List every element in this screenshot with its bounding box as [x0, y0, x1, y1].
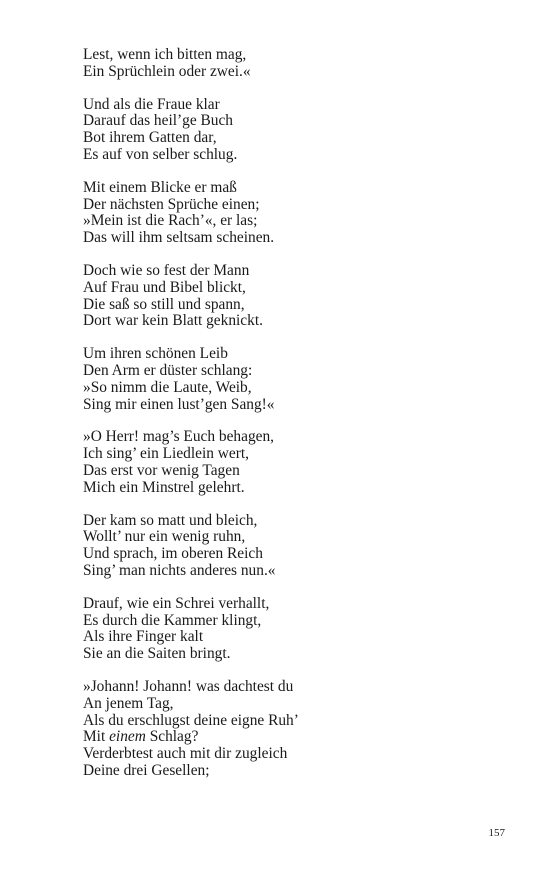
poem-line: Lest, wenn ich bitten mag,	[83, 46, 247, 63]
poem-line: Sing mir einen lust’gen Sang!«	[83, 395, 275, 413]
poem-text	[83, 47, 503, 796]
poem-line: »Mein ist die Rach’«, er las;	[83, 212, 258, 230]
poem-line: »So nimm die Laute, Weib,	[83, 378, 252, 396]
poem-line: Dort war kein Blatt geknickt.	[83, 312, 263, 330]
poem-line: Sing’ man nichts anderes nun.«	[83, 561, 276, 579]
poem-line: Deine drei Gesellen;	[83, 761, 210, 779]
poem-line: Den Arm er düster schlang:	[83, 361, 253, 379]
poem-line: Es auf von selber schlug.	[83, 145, 238, 163]
stanza-4	[83, 263, 503, 330]
poem-line: Das will ihm seltsam scheinen.	[83, 229, 275, 247]
poem-line: Bot ihrem Gatten dar,	[83, 129, 217, 147]
poem-line: »O Herr! mag’s Euch behagen,	[83, 428, 275, 446]
poem-line-segment: Mit	[83, 728, 110, 746]
poem-line: Mich ein Minstrel gelehrt.	[83, 478, 245, 496]
poem-line: Sie an die Saiten bringt.	[83, 645, 231, 663]
stanza-8	[83, 596, 503, 663]
emphasized-word: einem	[109, 728, 146, 746]
poem-line: An jenem Tag,	[83, 694, 174, 712]
stanza-9	[83, 679, 503, 780]
stanza-1	[83, 47, 503, 81]
stanza-3	[83, 180, 503, 247]
poem-line: Doch wie so fest der Mann	[83, 261, 250, 279]
poem-line: Ich sing’ ein Liedlein wert,	[83, 445, 249, 463]
stanza-2	[83, 97, 503, 164]
poem-line: Das erst vor wenig Tagen	[83, 461, 240, 479]
poem-line: Der nächsten Sprüche einen;	[83, 195, 260, 213]
page-number: 157	[488, 827, 505, 839]
poem-line: Drauf, wie ein Schrei verhallt,	[83, 594, 270, 612]
poem-line: Auf Frau und Bibel blickt,	[83, 278, 246, 296]
poem-line: Als ihre Finger kalt	[83, 628, 204, 646]
poem-line: Und als die Fraue klar	[83, 95, 220, 113]
poem-line: Um ihren schönen Leib	[83, 345, 228, 363]
poem-line: Mit einem Blicke er maß	[83, 178, 237, 196]
poem-line: Ein Sprüchlein oder zwei.«	[83, 62, 251, 80]
poem-line: Es durch die Kammer klingt,	[83, 611, 262, 629]
poem-line: Darauf das heil’ge Buch	[83, 112, 233, 130]
stanza-6	[83, 429, 503, 496]
poem-line: Als du erschlugst deine eigne Ruh’	[83, 711, 299, 729]
stanza-7	[83, 513, 503, 580]
poem-line: Wollt’ nur ein wenig ruhn,	[83, 528, 246, 546]
poem-line: »Johann! Johann! was dachtest du	[83, 677, 294, 695]
poem-line: Verderbtest auch mit dir zugleich	[83, 745, 288, 763]
stanza-5	[83, 346, 503, 413]
poem-line: Die saß so still und spann,	[83, 295, 245, 313]
poem-line: Der kam so matt und bleich,	[83, 511, 258, 529]
poem-line	[83, 729, 503, 746]
poem-line-segment: Schlag?	[145, 728, 199, 746]
poem-line: Und sprach, im oberen Reich	[83, 545, 263, 563]
